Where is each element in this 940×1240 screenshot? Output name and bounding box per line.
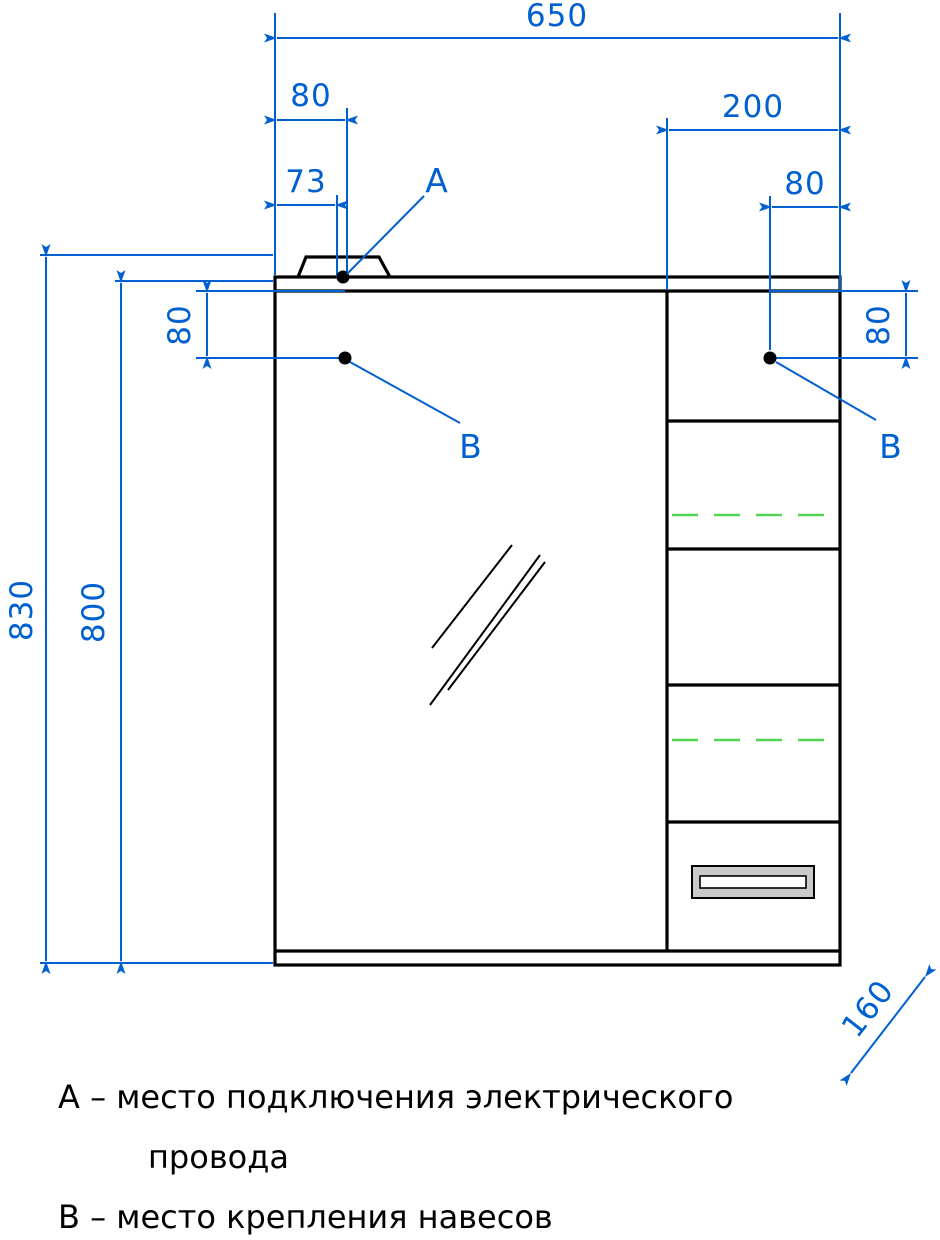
dim-650-label: 650 — [525, 0, 589, 34]
dimension-total-width — [275, 0, 840, 275]
legend — [58, 1078, 733, 1236]
marker-b-left — [339, 352, 483, 467]
dim-left-80-label: 80 — [290, 78, 332, 114]
marker-b-right-label: B — [879, 427, 903, 466]
dim-800-label: 800 — [76, 580, 112, 644]
dim-200-label: 200 — [721, 89, 785, 125]
right-column — [667, 291, 840, 951]
marker-a — [337, 161, 449, 284]
dim-73-label: 73 — [285, 164, 327, 200]
marker-b-right — [764, 352, 903, 467]
cabinet-body — [275, 277, 840, 965]
marker-a-label: A — [425, 161, 449, 200]
dim-right-vert-80-label: 80 — [861, 304, 897, 346]
dimension-left-73 — [277, 164, 337, 278]
dim-left-vert-80-label: 80 — [162, 304, 198, 346]
dim-right-80-label: 80 — [784, 166, 826, 202]
marker-b-left-label: B — [459, 427, 483, 466]
legend-a-line2: провода — [148, 1138, 289, 1176]
dim-160-label: 160 — [834, 973, 902, 1045]
dimension-left-vertical-80 — [162, 291, 345, 358]
dimension-160-depth — [835, 973, 925, 1073]
dimension-830 — [4, 255, 273, 963]
dimension-right-80 — [770, 166, 838, 350]
legend-b-line: B – место крепления навесов — [58, 1198, 553, 1236]
dimension-800 — [76, 281, 273, 963]
dim-830-label: 830 — [4, 578, 40, 642]
mirror-reflection-lines — [430, 545, 545, 705]
legend-a-line1: A – место подключения электрического — [58, 1078, 734, 1116]
drawer-handle — [692, 866, 814, 898]
dimension-right-vertical-80 — [770, 291, 918, 358]
